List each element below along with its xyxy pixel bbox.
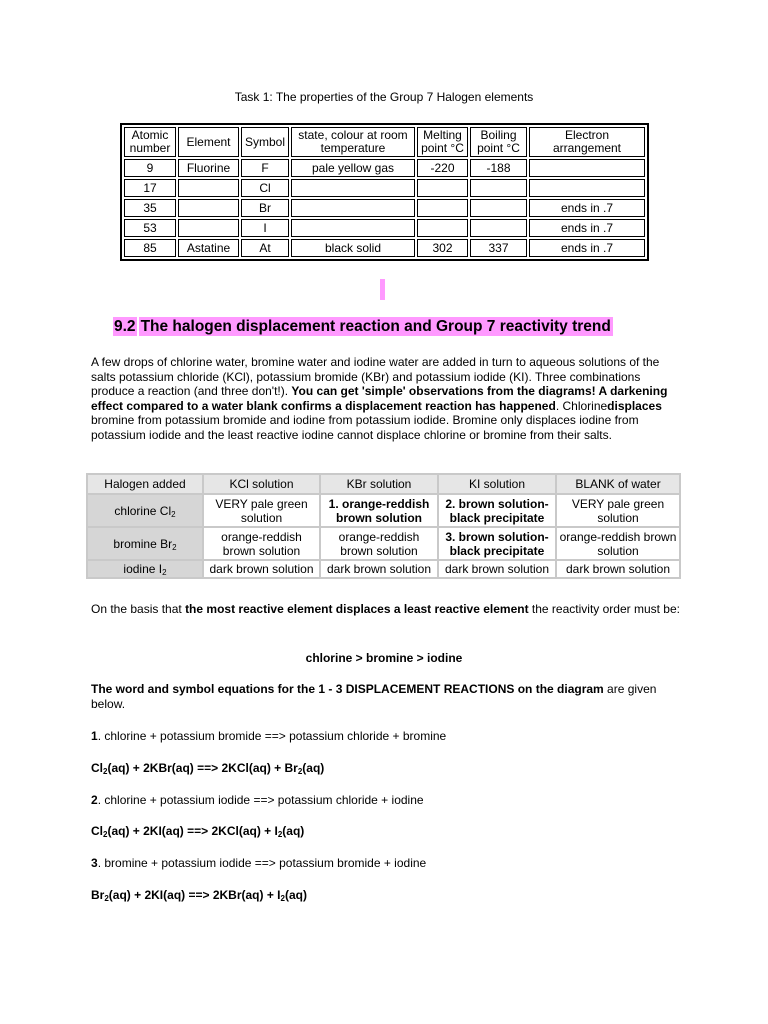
header-boiling-point: Boiling point °C xyxy=(470,127,527,157)
table-row xyxy=(124,239,645,257)
section-number: 9.2 xyxy=(114,318,136,335)
table-cell: F xyxy=(241,159,289,177)
table-row xyxy=(124,219,645,237)
header-electron-arrangement: Electron arrangement xyxy=(529,127,645,157)
table-cell: orange-reddish brown solution xyxy=(321,528,437,559)
table-cell: ends in .7 xyxy=(529,219,645,237)
table-cell: orange-reddish brown solution xyxy=(204,528,319,559)
reactivity-order: chlorine > bromine > iodine xyxy=(305,651,463,665)
table-cell xyxy=(417,199,468,217)
table-cell: I xyxy=(241,219,289,237)
table-row xyxy=(88,561,679,577)
table-cell: dark brown solution xyxy=(439,561,555,577)
table-cell: dark brown solution xyxy=(321,561,437,577)
header-kbr-solution: KBr solution xyxy=(321,475,437,493)
table-cell: VERY pale green solution xyxy=(557,495,679,526)
table-cell xyxy=(470,179,527,197)
table-cell: 17 xyxy=(124,179,176,197)
table-row xyxy=(88,528,679,559)
header-symbol: Symbol xyxy=(241,127,289,157)
table-cell: VERY pale green solution xyxy=(204,495,319,526)
table-cell: black solid xyxy=(291,239,415,257)
table-cell xyxy=(178,219,239,237)
table-row xyxy=(88,495,679,526)
table-cell xyxy=(529,159,645,177)
table-cell: 53 xyxy=(124,219,176,237)
highlight-marker xyxy=(380,279,385,300)
table-cell: 35 xyxy=(124,199,176,217)
symbol-equation-2: $Cl_2(aq) + 2KI(aq)$ ==> $2KCl(aq) + I_2(aq)$ xyxy=(91,824,305,839)
table-cell xyxy=(417,179,468,197)
word-equation-2: 2. chlorine + potassium iodide ==> potassium chloride + iodine xyxy=(91,793,424,807)
displacement-results-table xyxy=(86,473,681,579)
task-title: Task 1: The properties of the Group 7 Halogen elements xyxy=(234,90,534,104)
table-cell: dark brown solution xyxy=(204,561,319,577)
table-cell: ends in .7 xyxy=(529,239,645,257)
table-cell xyxy=(178,199,239,217)
intro-paragraph: A few drops of chlorine water, bromine water and iodine water are added in turn to aqueous solutions of the salts potassium chloride (KCl), potassium bromide (KBr) and potassium iodide (KI). Three combinations produce a reaction (and three don't!). You can get 'simple' observations from the diagrams! A darkening effect compared to a water blank confirms a displacement reaction has happened. Chlorinedisplaces bromine from potassium bromide and iodine from potassium iodide. Bromine only displaces iodine from potassium iodide and the least reactive iodine cannot displace chlorine or bromine from their salts. xyxy=(91,355,668,442)
table-cell xyxy=(529,179,645,197)
header-melting-point: Melting point °C xyxy=(417,127,468,157)
halogen-properties-table xyxy=(120,123,649,261)
table-cell: 3. brown solution-black precipitate xyxy=(439,528,555,559)
word-equation-1: 1. chlorine + potassium bromide ==> potassium chloride + bromine xyxy=(91,729,447,743)
table-cell: 2. brown solution-black precipitate xyxy=(439,495,555,526)
table-cell: Br xyxy=(241,199,289,217)
table-cell: dark brown solution xyxy=(557,561,679,577)
table-row xyxy=(124,159,645,177)
table-cell: At xyxy=(241,239,289,257)
table-cell: 337 xyxy=(470,239,527,257)
table-cell xyxy=(178,179,239,197)
header-halogen-added: Halogen added xyxy=(88,475,202,493)
table-cell xyxy=(417,219,468,237)
section-title: The halogen displacement reaction and Group 7 reactivity trend xyxy=(140,318,611,335)
equations-intro: The word and symbol equations for the 1 - 3 DISPLACEMENT REACTIONS on the diagram are given below. xyxy=(91,682,657,711)
row-label: bromine $Br_2$ xyxy=(88,528,202,559)
word-equation-3: 3. bromine + potassium iodide ==> potassium bromide + iodine xyxy=(91,856,427,870)
table-cell: pale yellow gas xyxy=(291,159,415,177)
table-cell: 9 xyxy=(124,159,176,177)
table-cell: ends in .7 xyxy=(529,199,645,217)
header-kcl-solution: KCl solution xyxy=(204,475,319,493)
row-label: chlorine $Cl_2$ xyxy=(88,495,202,526)
section-heading xyxy=(113,316,613,337)
table-cell: Fluorine xyxy=(178,159,239,177)
table-cell xyxy=(470,219,527,237)
header-state-colour: state, colour at room temperature xyxy=(291,127,415,157)
table-cell xyxy=(470,199,527,217)
header-ki-solution: KI solution xyxy=(439,475,555,493)
table-cell xyxy=(291,179,415,197)
table-cell: Astatine xyxy=(178,239,239,257)
table-header-row xyxy=(88,475,679,493)
basis-paragraph: On the basis that the most reactive element displaces a least reactive element the reactivity order must be: xyxy=(91,602,680,616)
table-header-row xyxy=(124,127,645,157)
table-cell: -220 xyxy=(417,159,468,177)
table-row xyxy=(124,199,645,217)
table-cell xyxy=(291,219,415,237)
header-atomic-number: Atomic number xyxy=(124,127,176,157)
table-cell: Cl xyxy=(241,179,289,197)
symbol-equation-3: $Br_2(aq) + 2KI(aq)$ ==> $2KBr(aq) + I_2(aq)$ xyxy=(91,888,307,903)
table-cell: 1. orange-reddish brown solution xyxy=(321,495,437,526)
table-cell: 302 xyxy=(417,239,468,257)
header-blank-water: BLANK of water xyxy=(557,475,679,493)
symbol-equation-1: $Cl_2(aq) + 2KBr(aq)$ ==> $2KCl(aq) + Br_2(aq)$ xyxy=(91,761,325,776)
header-element: Element xyxy=(178,127,239,157)
table-cell: 85 xyxy=(124,239,176,257)
table-cell: -188 xyxy=(470,159,527,177)
table-cell: orange-reddish brown solution xyxy=(557,528,679,559)
row-label: iodine $I_2$ xyxy=(88,561,202,577)
table-row xyxy=(124,179,645,197)
table-cell xyxy=(291,199,415,217)
